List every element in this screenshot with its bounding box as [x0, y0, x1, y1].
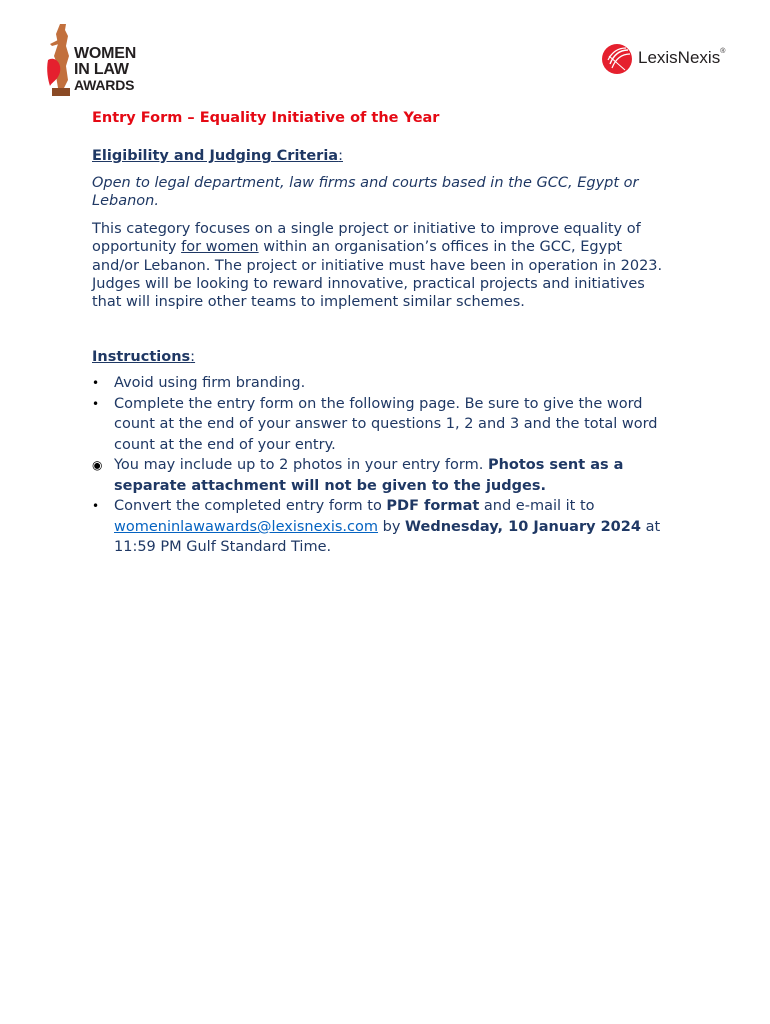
instruction-bold-text: Photos sent as a separate attachment will not be given to the judges. [114, 457, 624, 494]
instructions-heading-colon: : [190, 349, 196, 366]
form-title: Entry Form – Equality Initiative of the Year [92, 110, 440, 126]
women-in-law-awards-logo [44, 22, 144, 96]
eligibility-body [92, 220, 672, 311]
pdf-format-bold: PDF format [386, 498, 480, 515]
instructions-heading [92, 349, 672, 365]
eligibility-body-part2: within an organisation’s offices in the GCC, Egypt and/or Lebanon. The project or initiative must have been in operation in 2023. Judges will be looking to reward innovative, practical projects and initiatives that will inspire other teams to implement similar schemes. [92, 239, 663, 311]
eligibility-body-underlined: for women [181, 239, 259, 256]
instruction-text: by [378, 518, 406, 535]
list-item [92, 373, 672, 394]
email-link[interactable]: womeninlawawards@lexisnexis.com [114, 518, 379, 535]
registered-mark: ® [720, 48, 726, 55]
wil-wordmark [74, 46, 136, 92]
lexisnexis-mark-icon [600, 42, 634, 76]
bullet-icon: • [92, 499, 100, 514]
main-content [92, 110, 672, 558]
list-item [92, 455, 672, 496]
wil-line-2: IN LAW [74, 61, 129, 78]
instruction-text: at 11:59 PM Gulf Standard Time. [114, 518, 661, 556]
eligibility-heading-colon: : [338, 148, 343, 164]
eligibility-body-part1: This category focuses on a single project or initiative to improve equality of opportunity [92, 221, 641, 256]
bullet-icon: • [92, 396, 100, 411]
instructions-heading-text: Instructions [92, 349, 191, 366]
instruction-text: You may include up to 2 photos in your entry form. [114, 457, 488, 474]
lexisnexis-wordmark-text: LexisNexis [638, 48, 721, 67]
eligibility-heading-text: Eligibility and Judging Criteria [92, 148, 339, 164]
deadline-date-bold: Wednesday, 10 January 2024 [405, 518, 641, 535]
bullet-icon: • [92, 376, 100, 391]
list-item [92, 496, 672, 558]
lexisnexis-wordmark [638, 48, 725, 68]
bullet-icon: ◉ [92, 458, 103, 473]
eligibility-heading [92, 148, 672, 164]
lexisnexis-logo [600, 42, 745, 76]
instruction-text: Avoid using firm branding. [114, 375, 306, 392]
wil-line-3: AWARDS [74, 77, 135, 93]
instruction-text: Convert the completed entry form to [114, 498, 387, 515]
wil-line-1: WOMEN [74, 45, 137, 62]
list-item [92, 394, 672, 456]
eligibility-italic-line: Open to legal department, law firms and courts based in the GCC, Egypt or Lebanon. [92, 175, 639, 209]
instructions-list [92, 373, 672, 558]
instruction-text: and e-mail it to [479, 498, 595, 515]
instruction-text: Complete the entry form on the following page. Be sure to give the word count at the end of your answer to questions 1, 2 and 3 and the total word count at the end of your entry. [114, 395, 658, 453]
